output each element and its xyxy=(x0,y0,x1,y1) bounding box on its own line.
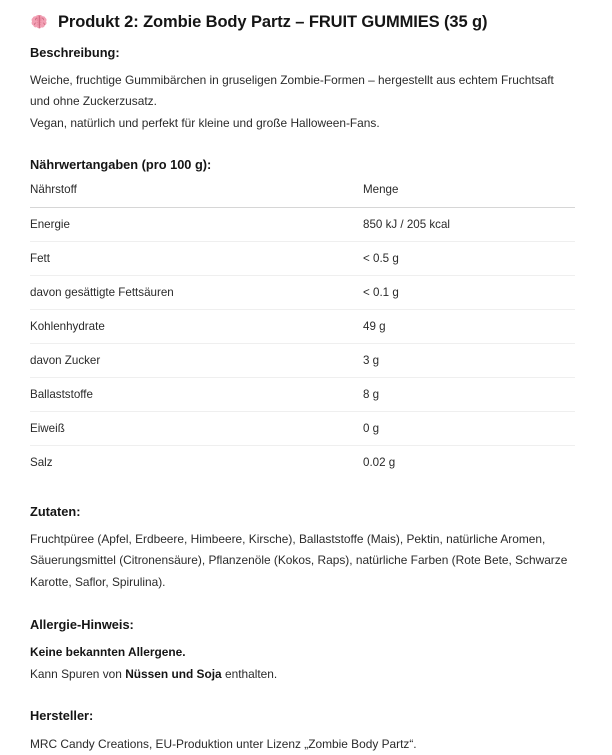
nutrition-table xyxy=(30,182,575,479)
nutrition-table-body xyxy=(30,207,575,479)
cell-nutrient: Salz xyxy=(30,455,53,469)
cell-amount: 49 g xyxy=(363,309,575,343)
cell-amount: < 0.1 g xyxy=(363,275,575,309)
cell-amount: 0.02 g xyxy=(363,455,396,469)
table-row xyxy=(30,241,575,275)
table-row xyxy=(30,207,575,241)
manufacturer-paragraph: MRC Candy Creations, EU-Produktion unter Lizenz „Zombie Body Partz“. xyxy=(30,736,417,751)
cell-nutrient: Energie xyxy=(30,207,363,241)
allergy-none-text: Keine bekannten Allergene. xyxy=(30,645,186,660)
ingredients-paragraph: Fruchtpüree (Apfel, Erdbeere, Himbeere, Kirsche), Ballaststoffe (Mais), Pektin, natürliche Aromen, Säuerungsmittel (Citronensäure), Pflanzenöle (Kokos, Raps), natürliche Farben (Rote Bete, Schwarze Karotte, Saflor, Spirulina). xyxy=(30,531,568,589)
allergy-traces-prefix: Kann Spuren von xyxy=(30,666,126,681)
page-title xyxy=(30,0,576,33)
allergy-line-traces xyxy=(30,664,576,686)
table-row xyxy=(30,275,575,309)
table-row xyxy=(30,343,575,377)
cell-amount: 3 g xyxy=(363,343,575,377)
nutrition-table-head xyxy=(30,182,575,208)
cell-amount: 0 g xyxy=(363,411,575,445)
cell-amount: 8 g xyxy=(363,377,575,411)
allergy-line-none xyxy=(30,642,576,664)
cell-amount: 850 kJ / 205 kcal xyxy=(363,207,575,241)
cell-nutrient: Fett xyxy=(30,241,363,275)
section-heading-ingredients: Zutaten: xyxy=(30,503,81,519)
cell-nutrient: davon Zucker xyxy=(30,343,363,377)
section-heading-allergy: Allergie-Hinweis: xyxy=(30,617,134,633)
cell-nutrient: Eiweiß xyxy=(30,411,363,445)
allergy-traces-suffix: enthalten. xyxy=(221,666,278,681)
cell-amount: < 0.5 g xyxy=(363,241,575,275)
table-header-row xyxy=(30,182,575,208)
cell-nutrient: Kohlenhydrate xyxy=(30,309,363,343)
page-title-text: Produkt 2: Zombie Body Partz – FRUIT GUMMIES (35 g) xyxy=(58,13,488,31)
allergy-traces-allergens: Nüssen und Soja xyxy=(125,666,222,681)
table-row xyxy=(30,411,575,445)
table-row xyxy=(30,445,575,479)
cell-nutrient: davon gesättigte Fettsäuren xyxy=(30,275,363,309)
cell-nutrient: Ballaststoffe xyxy=(30,377,363,411)
section-heading-manufacturer: Hersteller: xyxy=(30,708,94,724)
table-row xyxy=(30,377,575,411)
description-paragraph-1: Weiche, fruchtige Gummibärchen in gruseligen Zombie-Formen – hergestellt aus echtem Fruchtsaft und ohne Zuckerzusatz. xyxy=(30,72,554,109)
brain-icon xyxy=(30,13,49,32)
column-header-nutrient: Nährstoff xyxy=(30,182,363,208)
table-row xyxy=(30,309,575,343)
section-heading-description: Beschreibung: xyxy=(30,44,120,60)
column-header-amount: Menge xyxy=(363,182,575,208)
description-paragraph-2: Vegan, natürlich und perfekt für kleine und große Halloween-Fans. xyxy=(30,115,380,130)
section-heading-nutrition: Nährwertangaben (pro 100 g): xyxy=(30,157,212,173)
